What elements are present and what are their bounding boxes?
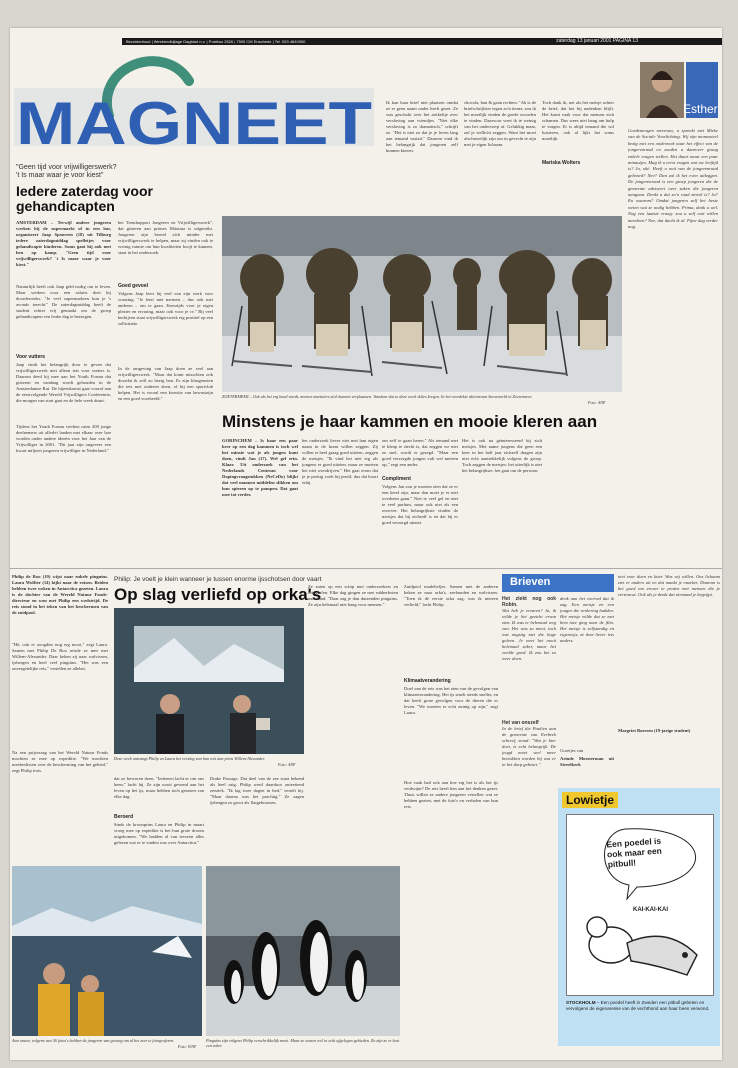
lead-para-2: Natuurlijk heeft ook Jaap geld nodig om te leven. Maar werken voor een salaris doet hij doordeweeks. "Je veel supermarkten kun je 's avonds terecht." De zaterdagmiddag heeft de student echter vrij gemaakt om de groep gehandicapten een leuke dag te bezorgen. xyxy=(16,284,111,319)
philip-lead-para-3: Na een prijsvraag van het Wereld Natuur Fonds mochten ze mee op expeditie. "We mochten meebeslissen over de bescherming van het gebied," zegt Philip trots. xyxy=(12,750,108,773)
lowietje-box xyxy=(558,788,720,1046)
newspaper-page xyxy=(10,28,722,1060)
sidebar-text-1: Wat heb je ervaren? Ja, ik wilde je het gezicht ervan zien. Ik was er helemaal weg van. Het was zo mooi, toch wat angstig met die hoge golven. Je weet het nooit helemaal zeker, maar het voelde goed. Ik zou het zo weer doen. xyxy=(502,608,556,661)
sidebar-column-2: denk aan het voorval dat ik zag. Een meisje en een jongen die verkering hadden. Het meisje wilde dat ze met hem mee ging naar de film. Het meisje is zelfstandig en eigenwijs, ze doet liever iets anders. xyxy=(560,596,614,643)
philip-headline: Op slag verliefd op orka's xyxy=(114,585,322,604)
lowietje-cartoon xyxy=(566,814,714,996)
masthead-title: MAGNEET xyxy=(16,90,372,157)
lead-para-3: Jaap vindt het belangrijk door te geven dat vrijwilligerswerk niet alleen iets voor vutters is. Daarom deed hij mee aan het Youth Forum dat gisteren en vandaag wordt gehouden in de Amsterdamse Rai. De bijeenkomst gaat vooraf aan de eerstvolgende Wereld Vrijwilligers Conferentie, die morgen van start gaat en de hele week duurt. xyxy=(16,362,111,403)
prince-photo-caption: Deze week ontvangt Philip en Laura het verslag van hun reis aan prins Willem-Alexander. xyxy=(114,756,266,761)
penguins-photo xyxy=(206,866,400,1036)
esther-header xyxy=(640,62,720,122)
esther-label: Esther xyxy=(683,102,718,116)
marines-photo xyxy=(222,216,622,392)
philip-body-7: Hoe vaak had ook aan hoe erg het is als het ijs verdwijnt? De reis heeft hen aan het denken gezet. Thuis willen ze andere jongeren vertellen wat ze hebben gezien, met de foto's en verhalen van hun reis. xyxy=(404,780,498,809)
lead-para-7: In de omgeving van Jaap doen ze veel aan vrijwilligerswerk. "Maar dat komt misschien ook doordat ik zelf zo bezig ben. Er zijn klasgenoten die iets met ouderen doen, of bij een sportclub helpen. Het is vooral een kwestie van bewustzijn en een goed voorbeeld." xyxy=(118,366,213,401)
prince-meeting-illustration xyxy=(114,608,304,754)
marines-photo-caption: ZOETERMEER – Ook als het erg koud wordt, moeten mariniers zich kunnen verplaatsen. Vandaar dat ze deze week skiles kregen. In het overdekte skicentrum Snowworld in Zoetermeer. xyxy=(222,394,533,399)
marines-skiing-illustration xyxy=(222,216,622,392)
header-bar xyxy=(122,38,722,45)
middle-subhead: Compliment xyxy=(382,476,411,482)
esther-portrait xyxy=(640,62,684,118)
lead-kicker: "Geen tijd voor vrijwilligerswerk? 't Is maar waar je voor kiest" xyxy=(16,164,117,179)
philip-lead-para-2: "Hé, ook er zoogdier nog erg mooi," zegt Laura. Samen met Philip De Roo reisde ze mee met Willem-Alexander. Daar keken zij naar walvissen, ijsbergen en heel veel pinguïns. "Het was een onvergetelijke reis," vertellen ze allebei. xyxy=(12,642,108,671)
marines-photo-credit: Foto: ANP xyxy=(588,400,606,405)
expedition-photo-credit: Foto: WNF xyxy=(178,1044,197,1049)
lead-para-4: Tijdens het Youth Forum werken ruim 200 jonge deelnemers uit allerlei landen met elkaar over hoe worden onder andere ideeën voor het Jaar van de Vrijwilliger in 2001. "Dit jaar zijn ongeveer een kwart miljoen jongeren vrijwilliger in Nederland." xyxy=(16,424,111,453)
lead-para-5: het Trendrapport Jongeren en Vrijwilligerswerk", dat gisteren aan prinses Máxima is uitgereikt. Jongeren zijn bereid zich minder met vrijwilligerswerk te helpen, maar zij vinden ook te weinig ruimte om hun kwaliteiten kwijt te kunnen, staat in het onderzoek. xyxy=(118,220,213,255)
philip-subhead-2: Klimaatverandering xyxy=(404,678,451,684)
lead-subhead-1: Voor vutters xyxy=(16,354,46,360)
top-column-2: chocola, ban & gaan rechten." Ab is de briefschrijfster tegen zo'n tiener, zou ik het moeilijk vinden de goede woorden te vinden. Daarvoor weet ik te weinig van het onderwerp af. Gelukkig maar, zul je wellicht zeggen. Want het moet afschuwelijk zijn om in gevecht te zijn met je eigen lichaam. xyxy=(464,100,536,147)
top-column-3: Toch dank ik, net als het meisje achter de brief, dat het bij nadenken blijft. Het komt vaak voor dat mensen zich schamen. Dus wees niet bang om hulp te vragen. Er is altijd iemand die wil luisteren, ook al lijkt het soms moeilijk. xyxy=(542,100,614,141)
middle-column-4: Volgens Jan zou je moeten zien dat ze er een kerel zijn, maar dan moet je er niet overheen gaan." Niet te veel gel en niet te veel parfum, maar ook niet als een zwerver. Het belangrijkste vinden de meisjes dat hij zichzelf is en dat hij er goed verzorgd uitziet. xyxy=(382,484,458,525)
middle-column-2: het onderzoek liever niet met hun eigen naam in de krant willen zeggen. Zij willen er heel graag goed uitzien, zeggen de meisjes. "Ik vind het niet erg als jongens er goed uitzien, maar ze moeten het niet overdrijven." Het gaat erom dat je je prettig voelt bij jezelf, dus dat hoort erbij. xyxy=(302,438,378,485)
middle-column-1: GORINCHEM – Is haar een paar keer op een dag kammen is toch wel het minste wat je als jongen kunt doen, vindt Jan (17). Wel gel erin. Klaar. Uit onderzoek van het Nederlands Centrum voor Dopingvraagstukken (NeCeDo) blijkt dat veel mannen middelen slikken om hun spieren op te pompen. Dat gaat mee tot verder. xyxy=(222,438,298,497)
philip-body-2: Sinds de kroonprins Laura en Philip in maart vroeg mee op expeditie is het hun grote droom uitgekomen. "We hadden al van tevoren alles gelezen wat er te vinden was over Antarctica." xyxy=(114,822,204,845)
middle-column-5: Het is ook na geïnteresseerd bij zich meisjes. Met name jongens die geen een keer in het half jaar zichzelf dragen zijn niet echt aantrekkelijk volgens de groep. Toch zeggen de meisjes: het uiterlijk is niet het belangrijkste, het gaat om de persoon. xyxy=(462,438,542,473)
prince-photo xyxy=(114,608,304,754)
sidebar-text-2-wrapper xyxy=(502,720,556,840)
magneet-logo-graphic xyxy=(14,46,374,161)
brieven-banner xyxy=(502,574,614,592)
middle-column-3: om zelf te gaan beren." Als iemand met te kleap te slecht is, dat zeggen we niet zo snel, wordt er gezegd. "Maar een goed verzorgde jongen valt wel meteen op," zegt een ander. xyxy=(382,438,458,467)
philip-body-5: Zuidpool madeliefjes. Samen met de anderen keken ze naar orka's, zeehonden en walvissen. "Toen ik de eerste orka zag, was ik meteen verliefd," lacht Philip. xyxy=(404,584,498,607)
brieven-label: Brieven xyxy=(510,576,551,588)
cartoon-sound: KAI-KAI-KAI xyxy=(633,907,668,913)
expedition-photo xyxy=(12,866,202,1036)
sidebar-title-1: Het ziekt nog ook Robin. xyxy=(502,596,556,608)
philip-kicker: Philip: Je voelt je klein wanneer je tussen enorme ijsschotsen door vaart xyxy=(114,576,322,583)
philip-body-4: Ze zaten op een schip met onderzoekers en fotografen. Elke dag gingen ze met rubberboten naar land. "Daar zag je dan duizenden pinguïns. Ze zijn helemaal niet bang voor mensen." xyxy=(308,584,398,607)
philip-body-3: Drake Passage. Dat deel van de zee staat bekend als heel ruig. Philip werd daardoor ontzettend zeeziek. "Ik lag twee dagen in bed," vertelt hij. "Maar daarna was het prachtig." Ze zagen ijsbergen zo groot als flatgebouwen. xyxy=(210,776,304,805)
sidebar-text-1-wrapper xyxy=(502,596,556,716)
lead-intro: AMSTERDAM – Terwijl andere jongeren werken bij de supermarkt of in een bar, organiseert Jaap Spoorren (18) uit Tilburg iedere zaterdagmiddag spelletjes voor gehandicapte kinderen. Soms gaat hij ook met hen op kamp. "Geen tijd voor vrijwilligerswerk? 't Is maar waar je voor kiest." xyxy=(16,220,111,267)
expedition-photo-caption: Aan onzen, volgens van 36 fotos's hebben de jongeren van genoeg om al het zeer te fotograferen. xyxy=(12,1038,175,1043)
masthead-logo xyxy=(14,46,374,161)
brieven-letter: niet voor doen en later. Was wij willen. Ons lichaam ziet er anders uit en dat maakt je onzeker. Daarom is het goed om erover te praten met mensen die je vertrouwt. Ook als je denkt dat niemand je begrijpt. xyxy=(618,574,720,597)
lead-subhead-2: Goed gevoel xyxy=(118,283,149,289)
section-divider xyxy=(10,568,722,569)
sidebar-greeting: Groetjes van xyxy=(560,748,584,753)
philip-subhead-1: Beroerd xyxy=(114,814,134,820)
top-column-1: Ik kan haar brief niet plaatsen omdat ze er geen naam onder heeft gezet. Ze was geschokt over het artikeltje over verslaving aan vriendjes. "Niet elke verslaving is zo dramatisch," schrijft ze. "Het is niet zo dat je je leven lang aan iemand vastzit." Daarom vind ik het belangrijk dat jongeren zelf kunnen kiezen. xyxy=(386,100,458,153)
cartoon-speech: Een poedel is ook maar een pitbull! xyxy=(606,835,663,870)
portrait-icon xyxy=(640,62,684,118)
philip-body-6: Doel van de reis was het zien van de gevolgen van klimaatverandering. Het ijs smelt steeds sneller, en dat heeft grote gevolgen voor de dieren die er leven. "We moeten er echt zuinig op zijn," zegt Laura. xyxy=(404,686,498,715)
header-publisher-info: Bezuidenhout | Weekendbijlage Dagblad n.v. | Postbus 2526 | 7500 CM Enschede | Tel. 053 4840000 xyxy=(126,39,306,44)
lowietje-title: Lowietje xyxy=(562,792,618,808)
lead-headline: Iedere zaterdag voor gehandicapten xyxy=(16,183,153,214)
sidebar-greeting-name: Arinde Moesterman uit Streefkerk xyxy=(560,756,614,767)
sidebar-text-2: In de brief die Paulien aan de gemeente van Eerbeek schreef, stond: "Wat je hier doet, is echt belangrijk. De jeugd moet veel meer betrokken worden bij wat er in het dorp gebeurt." xyxy=(502,726,556,767)
lowietje-caption xyxy=(566,1000,712,1012)
lead-para-6: Volgens Jaap leert hij veel van zijn werk voor scouting. "Je leert met mensen – dus ook met anderen – om te gaan. Enerzijds voor je eigen plezier en ervaring, maar ook voor je cv." Bij veel bedrijven staat vrijwilligerswerk erg positief op een sollicitatie. xyxy=(118,291,213,326)
expedition-illustration xyxy=(12,866,202,1036)
philip-intro: Philip de Roo (19) wijst naar enkele pinguïns. Laura Wolfter (14) kijkt naar de rotsen. Beiden hebben twee weken in Antarctica gezeten. Laura is de dochter van de Wereld Natuur Fonds-directeur en won met Philip een wedstrijd. De reis stond in het teken van het beschermen van de zuidpool. xyxy=(12,574,108,615)
esther-column: Goedemorgen mevrouw, u spreekt met Mieke van de Sociale Voorlichting. Wij zijn momenteel bezig met een onderzoek naar het effect van de jongerenraad en zouden u daarover graag enkele vragen stellen. Het duurt maar een paar minuutjes. Mag ik u eerst vragen wat uw leeftijd is? Ja, oké. Heeft u ooit van de jongerenraad gehoord? Nee? Dan zal ik het even uitleggen. De jongerenraad is een groep jongeren die de gemeente adviseert over zaken die jongeren aangaan. Denkt u dat zo'n raad zinvol is? Ja? En waarom? Omdat jongeren zelf het beste weten wat ze nodig hebben. Prima, dank u wel. Nog een laatste vraag: zou u zelf ooit willen meedoen? Nee, dat dacht ik al. Fijne dag verder nog. xyxy=(628,128,718,230)
lowietje-caption-text: – Een poedel heeft in Zweden een pitbull gebeten en vervolgens de eigenaresse van de vechthond aan haar been verwond. xyxy=(566,1000,710,1011)
brieven-signature: Margriet Boersen (19-jarige student) xyxy=(618,728,691,733)
prince-photo-credit: Foto: ANP xyxy=(278,762,296,767)
lowietje-caption-place: STOCKHOLM xyxy=(566,1000,596,1005)
penguins-illustration xyxy=(206,866,400,1036)
penguins-photo-caption: Pinguïns zijn volgens Philip verschrikkelijk mooi. Maar ze wonen wel in echt afgelegen gebieden. Zo zijn ze er best een zeker. xyxy=(206,1038,400,1049)
sidebar-title-2: Het van onszelf xyxy=(502,720,539,726)
middle-headline: Minstens je haar kammen en mooie kleren aan xyxy=(222,412,598,431)
header-date-page: zaterdag 13 januari 2001 PAGINA 13 xyxy=(556,38,638,44)
philip-body-1: dat zo bevroren doen, "Iedereen lacht er om ons heen," lacht hij. Ze zijn nooit gewend aan het leven op het ijs, maar hebben toch genoten van elke dag. xyxy=(114,776,204,799)
top-column-signoff: Mariska Wolters xyxy=(542,160,581,166)
